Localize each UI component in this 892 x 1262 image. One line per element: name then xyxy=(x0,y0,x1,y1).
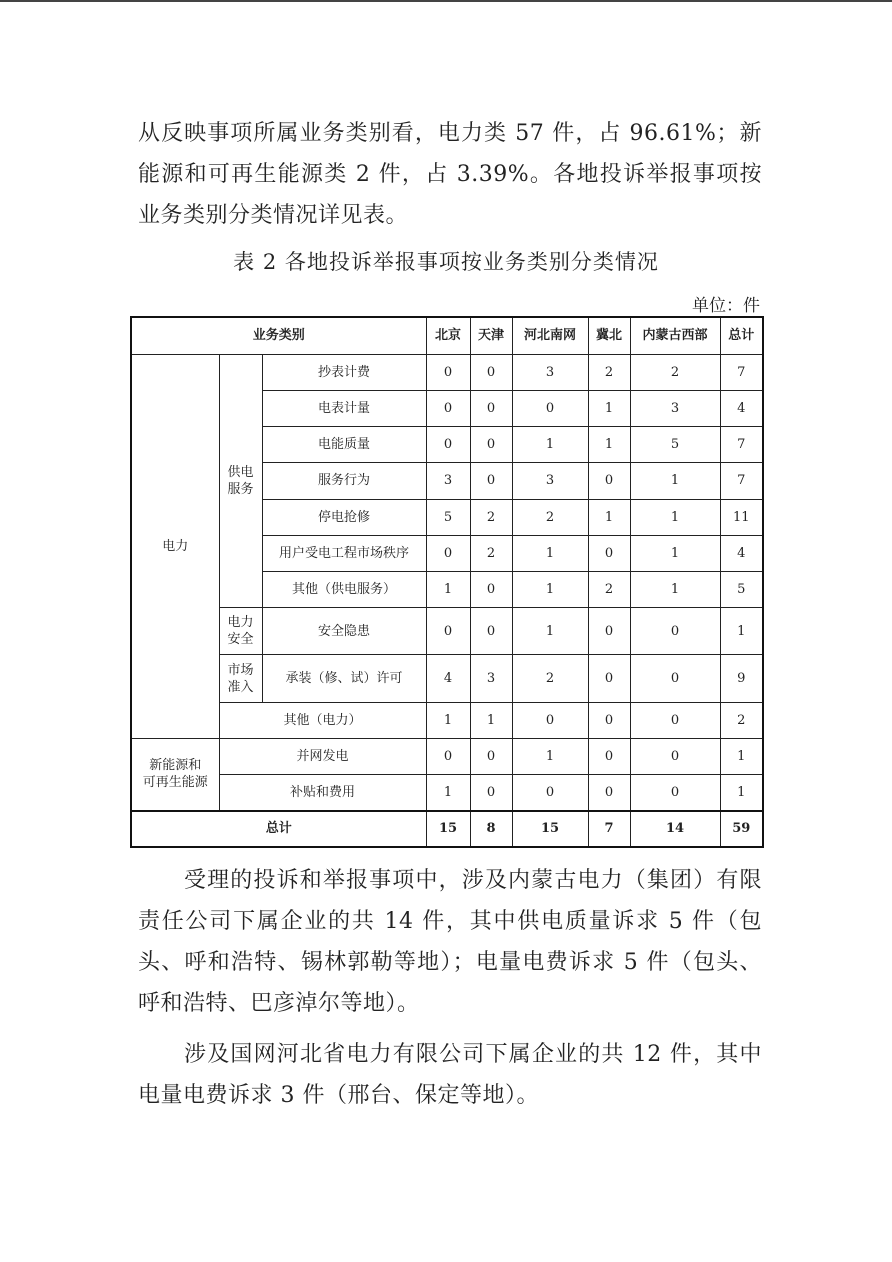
cell-value: 7 xyxy=(720,427,763,463)
cell-value: 0 xyxy=(426,738,470,774)
cell-value: 0 xyxy=(470,427,512,463)
cell-value: 1 xyxy=(630,499,720,535)
cell-value: 0 xyxy=(630,655,720,702)
cell-value: 11 xyxy=(720,499,763,535)
cell-value: 0 xyxy=(470,390,512,426)
cell-value: 0 xyxy=(588,535,630,571)
cell-value: 0 xyxy=(588,608,630,655)
cell-value: 0 xyxy=(512,390,588,426)
group-supply-service: 供电 服务 xyxy=(219,354,262,607)
cell-value: 0 xyxy=(630,608,720,655)
cell-value: 1 xyxy=(588,499,630,535)
cell-value: 1 xyxy=(512,738,588,774)
cell-value: 1 xyxy=(512,608,588,655)
cell-value: 2 xyxy=(512,655,588,702)
cell-value: 4 xyxy=(720,390,763,426)
header-beijing: 北京 xyxy=(426,317,470,354)
group-market-access: 市场 准入 xyxy=(219,655,262,702)
header-mengxi: 内蒙古西部 xyxy=(630,317,720,354)
cell-value: 0 xyxy=(512,775,588,811)
cell-value: 1 xyxy=(720,608,763,655)
cell-value: 0 xyxy=(588,655,630,702)
row-label: 补贴和费用 xyxy=(219,775,426,811)
table-unit: 单位：件 xyxy=(692,296,760,316)
total-value: 15 xyxy=(426,811,470,847)
row-label: 停电抢修 xyxy=(262,499,426,535)
header-hebei-south: 河北南网 xyxy=(512,317,588,354)
cell-value: 1 xyxy=(588,427,630,463)
cell-value: 0 xyxy=(630,738,720,774)
row-label: 其他（供电服务） xyxy=(262,571,426,607)
total-value: 8 xyxy=(470,811,512,847)
total-value: 59 xyxy=(720,811,763,847)
cell-value: 2 xyxy=(720,702,763,738)
table-row xyxy=(131,738,763,774)
header-category: 业务类别 xyxy=(131,317,426,354)
cell-value: 7 xyxy=(720,463,763,499)
cell-value: 1 xyxy=(588,390,630,426)
table-row xyxy=(131,702,763,738)
body-paragraph-inner-mongolia: 受理的投诉和举报事项中，涉及内蒙古电力（集团）有限责任公司下属企业的共 14 件，其中供电质量诉求 5 件（包头、呼和浩特、锡林郭勒等地）；电量电费诉求 5 件（包头、呼和浩特、巴彦淖尔等地）。 xyxy=(138,868,762,1016)
cell-value: 0 xyxy=(426,427,470,463)
cell-value: 0 xyxy=(470,738,512,774)
cell-value: 0 xyxy=(426,608,470,655)
cell-value: 1 xyxy=(720,738,763,774)
cell-value: 1 xyxy=(630,571,720,607)
cell-value: 0 xyxy=(470,463,512,499)
cell-value: 3 xyxy=(426,463,470,499)
cell-value: 3 xyxy=(630,390,720,426)
header-jibei: 冀北 xyxy=(588,317,630,354)
cell-value: 0 xyxy=(426,354,470,390)
group-power-safety: 电力 安全 xyxy=(219,608,262,655)
table-row xyxy=(131,655,763,702)
row-label: 电能质量 xyxy=(262,427,426,463)
cell-value: 3 xyxy=(512,463,588,499)
cell-value: 2 xyxy=(630,354,720,390)
row-label: 服务行为 xyxy=(262,463,426,499)
total-label: 总计 xyxy=(131,811,426,847)
header-tianjin: 天津 xyxy=(470,317,512,354)
cell-value: 9 xyxy=(720,655,763,702)
group-power: 电力 xyxy=(131,354,219,738)
total-value: 14 xyxy=(630,811,720,847)
row-label: 电表计量 xyxy=(262,390,426,426)
table-row xyxy=(131,608,763,655)
cell-value: 2 xyxy=(588,571,630,607)
header-total: 总计 xyxy=(720,317,763,354)
table-caption: 表 2 各地投诉举报事项按业务类别分类情况 xyxy=(233,250,659,274)
total-value: 7 xyxy=(588,811,630,847)
cell-value: 0 xyxy=(470,775,512,811)
cell-value: 0 xyxy=(426,535,470,571)
row-label: 用户受电工程市场秩序 xyxy=(262,535,426,571)
table-row xyxy=(131,775,763,811)
cell-value: 5 xyxy=(720,571,763,607)
cell-value: 7 xyxy=(720,354,763,390)
cell-value: 0 xyxy=(588,738,630,774)
cell-value: 0 xyxy=(470,608,512,655)
row-label: 安全隐患 xyxy=(262,608,426,655)
row-label: 并网发电 xyxy=(219,738,426,774)
cell-value: 1 xyxy=(470,702,512,738)
complaint-category-table xyxy=(130,316,764,848)
cell-value: 5 xyxy=(426,499,470,535)
cell-value: 3 xyxy=(512,354,588,390)
cell-value: 1 xyxy=(426,571,470,607)
total-value: 15 xyxy=(512,811,588,847)
row-label: 其他（电力） xyxy=(219,702,426,738)
cell-value: 2 xyxy=(470,535,512,571)
cell-value: 0 xyxy=(588,463,630,499)
cell-value: 0 xyxy=(426,390,470,426)
cell-value: 0 xyxy=(512,702,588,738)
cell-value: 4 xyxy=(720,535,763,571)
body-paragraph-hebei: 涉及国网河北省电力有限公司下属企业的共 12 件，其中电量电费诉求 3 件（邢台、保定等地）。 xyxy=(138,1042,762,1108)
cell-value: 5 xyxy=(630,427,720,463)
cell-value: 1 xyxy=(512,571,588,607)
cell-value: 3 xyxy=(470,655,512,702)
cell-value: 1 xyxy=(426,775,470,811)
cell-value: 1 xyxy=(720,775,763,811)
cell-value: 1 xyxy=(630,463,720,499)
group-renewable: 新能源和 可再生能源 xyxy=(131,738,219,810)
cell-value: 0 xyxy=(470,571,512,607)
cell-value: 2 xyxy=(512,499,588,535)
intro-paragraph: 从反映事项所属业务类别看，电力类 57 件，占 96.61%；新能源和可再生能源类 2 件，占 3.39%。各地投诉举报事项按业务类别分类情况详见表。 xyxy=(138,121,762,228)
cell-value: 0 xyxy=(630,702,720,738)
row-label: 承装（修、试）许可 xyxy=(262,655,426,702)
cell-value: 0 xyxy=(588,702,630,738)
row-label: 抄表计费 xyxy=(262,354,426,390)
cell-value: 2 xyxy=(588,354,630,390)
cell-value: 1 xyxy=(512,535,588,571)
table-total-row xyxy=(131,811,763,847)
cell-value: 0 xyxy=(588,775,630,811)
page-top-border xyxy=(0,0,892,2)
cell-value: 1 xyxy=(512,427,588,463)
cell-value: 2 xyxy=(470,499,512,535)
table-row xyxy=(131,354,763,390)
cell-value: 4 xyxy=(426,655,470,702)
cell-value: 1 xyxy=(426,702,470,738)
cell-value: 0 xyxy=(630,775,720,811)
cell-value: 0 xyxy=(470,354,512,390)
table-header-row xyxy=(131,317,763,354)
cell-value: 1 xyxy=(630,535,720,571)
